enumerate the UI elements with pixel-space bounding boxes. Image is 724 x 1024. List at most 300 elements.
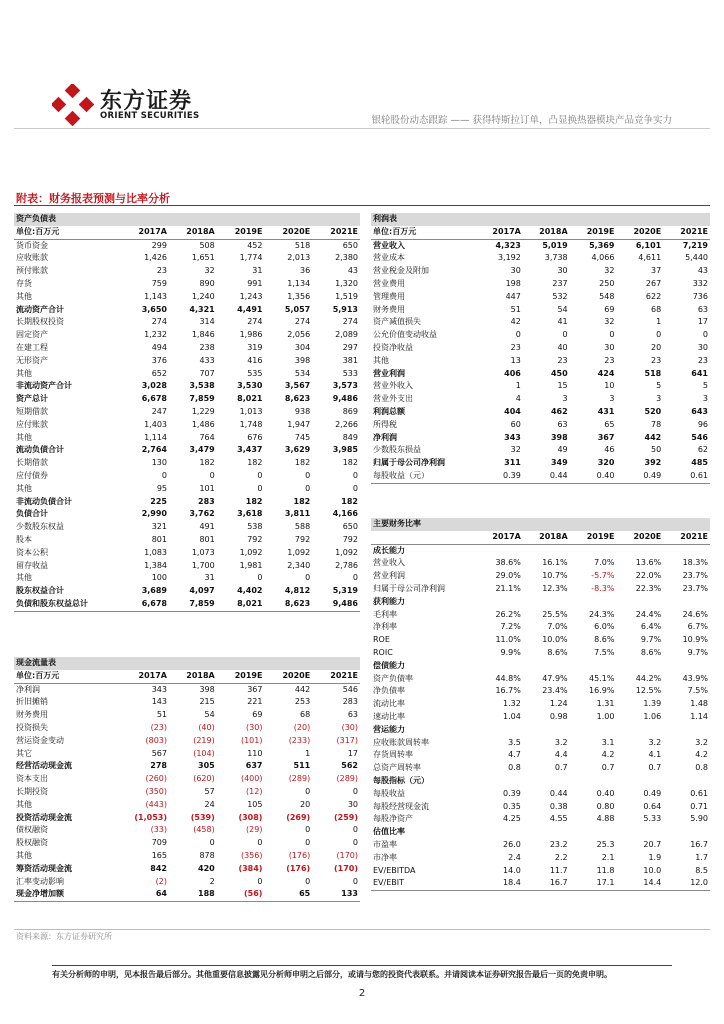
table-row <box>371 749 710 762</box>
year-header: 2018A <box>523 226 570 239</box>
row-value: 321 <box>151 522 167 532</box>
row-value: 2,990 <box>141 509 167 519</box>
year-header: 2019E <box>570 226 617 239</box>
row-value: 10.0 <box>643 865 662 875</box>
row-value: 442 <box>644 432 662 442</box>
row-value: 652 <box>151 368 167 378</box>
row-value: 3.2 <box>648 737 662 747</box>
row-value: (259) <box>333 812 358 822</box>
row-value: 5 <box>656 381 662 391</box>
row-value: 3 <box>656 394 662 404</box>
table-row <box>14 683 360 696</box>
table-section-header <box>14 657 360 670</box>
row-value: 23 <box>604 355 615 365</box>
row-value: 9,486 <box>312 598 360 611</box>
table-row <box>371 444 710 457</box>
row-value: 1,356 <box>287 291 311 301</box>
table-row <box>14 786 360 799</box>
row-value: 54 <box>557 304 568 314</box>
row-value: (30) <box>341 722 358 732</box>
table-row <box>371 239 710 252</box>
row-value: (12) <box>246 786 263 796</box>
table-row <box>371 406 710 419</box>
row-value: 518 <box>644 368 662 378</box>
row-label: 长期投资 <box>16 786 48 796</box>
row-label: ROE <box>373 635 390 645</box>
row-value: 3,629 <box>284 445 311 455</box>
row-label: 短期借款 <box>16 406 48 416</box>
row-value: 406 <box>504 368 521 378</box>
table-row <box>371 685 710 698</box>
row-value: 650 <box>342 522 358 532</box>
header-divider <box>14 128 710 129</box>
brand-name-en: ORIENT SECURITIES <box>100 111 200 121</box>
row-value: 3,479 <box>189 445 215 455</box>
appendix-divider <box>14 205 710 206</box>
income-statement-table <box>371 213 710 484</box>
row-label: 每股净资产 <box>373 814 413 824</box>
row-value: 431 <box>597 406 615 416</box>
row-value: 0.61 <box>690 788 708 798</box>
row-value: 6.4% <box>640 622 662 632</box>
row-value: 3 <box>702 394 708 404</box>
table-row <box>14 444 360 457</box>
row-value: 0.49 <box>643 788 662 798</box>
row-value: 567 <box>151 748 167 758</box>
row-value: 253 <box>294 697 311 707</box>
row-value: (308) <box>238 812 263 822</box>
row-value: 1,083 <box>144 547 167 557</box>
row-value: 4.1 <box>648 750 662 760</box>
row-value: 0 <box>257 483 263 493</box>
row-label: 每股收益 <box>373 788 405 798</box>
row-value: 15 <box>557 381 568 391</box>
row-value: (40) <box>198 722 215 732</box>
row-value: 11.7 <box>549 865 568 875</box>
row-value: 50 <box>651 445 662 455</box>
row-value: 32 <box>510 445 521 455</box>
unit-label: 单位:百万元 <box>371 226 476 239</box>
row-value: 3,689 <box>141 586 167 596</box>
section-title: 利润表 <box>371 213 710 226</box>
row-value: 1,134 <box>287 278 311 288</box>
row-value: 13.6% <box>635 558 662 568</box>
row-value: 182 <box>342 458 358 468</box>
row-value: 4,812 <box>284 586 311 596</box>
table-row <box>14 483 360 496</box>
row-value: (219) <box>193 735 215 745</box>
row-value: 274 <box>151 317 167 327</box>
row-value: 23 <box>557 355 568 365</box>
row-value: 4.4 <box>554 750 568 760</box>
table-row <box>14 799 360 812</box>
row-value: 759 <box>151 278 167 288</box>
row-label: 股东权益合计 <box>16 586 64 596</box>
row-value: 0 <box>656 330 662 340</box>
row-value <box>616 596 663 609</box>
table-row <box>14 824 360 837</box>
row-value: 31 <box>204 573 215 583</box>
row-value: 305 <box>198 761 215 771</box>
table-row <box>371 609 710 622</box>
row-label: 偿债能力 <box>373 660 405 670</box>
row-value: 801 <box>199 534 215 544</box>
row-value: 0 <box>209 470 215 480</box>
table-row <box>371 570 710 583</box>
row-value: 0 <box>562 330 568 340</box>
row-label: 归属于母公司净利润 <box>373 458 445 468</box>
table-row <box>14 342 360 355</box>
table-row <box>371 393 710 406</box>
table-row <box>14 585 360 598</box>
row-value: 9,486 <box>332 394 358 404</box>
table-section-header <box>14 213 360 226</box>
row-value: 8.6% <box>640 647 662 657</box>
row-label: 营业外收入 <box>373 381 413 391</box>
row-value: 221 <box>247 697 263 707</box>
year-header: 2017A <box>121 670 169 683</box>
row-value <box>523 544 570 557</box>
row-label: 少数股东权益 <box>16 522 64 532</box>
table-row <box>371 711 710 724</box>
row-value <box>663 724 710 737</box>
row-value: 494 <box>151 342 167 352</box>
row-value: 3 <box>609 394 615 404</box>
table-row <box>371 316 710 329</box>
row-value: 95 <box>156 483 167 493</box>
row-value: (176) <box>288 850 311 860</box>
row-value: 535 <box>247 368 263 378</box>
row-value: 2,380 <box>335 253 358 263</box>
row-label: 股本 <box>16 534 32 544</box>
row-value: 1,700 <box>191 560 215 570</box>
row-value: 1,426 <box>144 253 167 263</box>
table-row <box>371 304 710 317</box>
row-value <box>570 775 617 788</box>
row-value: 709 <box>151 838 167 848</box>
row-value: 110 <box>247 748 263 758</box>
year-header: 2021E <box>312 670 360 683</box>
row-value: 23 <box>510 342 521 352</box>
row-value: 1.04 <box>503 711 521 721</box>
row-value: 548 <box>599 291 615 301</box>
row-value: 20.7 <box>643 839 662 849</box>
table-row <box>14 760 360 773</box>
row-label: 少数股东损益 <box>373 445 421 455</box>
row-value: 0.40 <box>570 470 617 483</box>
table-row <box>371 737 710 750</box>
row-value: 3,573 <box>332 381 358 391</box>
row-value: 182 <box>293 496 311 506</box>
row-value: 188 <box>169 888 217 901</box>
row-value: 274 <box>247 317 263 327</box>
table-row <box>14 837 360 850</box>
table-row <box>371 634 710 647</box>
row-value: 0 <box>305 825 311 835</box>
row-value: 332 <box>692 278 708 288</box>
row-label: ROIC <box>373 647 393 657</box>
row-label: 长期股权投资 <box>16 317 64 327</box>
financial-ratios-table <box>371 518 710 891</box>
table-row <box>371 432 710 445</box>
row-value: 5 <box>702 381 708 391</box>
row-value: 416 <box>247 355 263 365</box>
row-value: 100 <box>151 573 167 583</box>
row-value: 11.0% <box>495 635 521 645</box>
row-value: 4.2 <box>601 750 615 760</box>
row-value: 1,243 <box>239 291 263 301</box>
row-value: 2,340 <box>287 560 311 570</box>
year-header: 2021E <box>312 226 360 239</box>
row-value: 38.6% <box>495 558 521 568</box>
row-value: 1,403 <box>144 419 167 429</box>
row-label: 股权融资 <box>16 838 48 848</box>
row-value: (170) <box>336 850 358 860</box>
table-row <box>14 572 360 585</box>
unit-label: 单位:百万元 <box>14 670 121 683</box>
row-value: 12.0 <box>663 877 710 890</box>
ratio-category-row <box>371 596 710 609</box>
row-value: 367 <box>247 684 263 694</box>
row-value: 0 <box>352 838 358 848</box>
table-row <box>14 380 360 393</box>
row-value: 23.7% <box>682 583 708 593</box>
row-value: 182 <box>341 496 358 506</box>
table-row <box>14 252 360 265</box>
row-label: 市盈率 <box>373 839 397 849</box>
row-label: 营业外支出 <box>373 394 413 404</box>
row-value: -8.3% <box>591 583 615 593</box>
table-row <box>371 265 710 278</box>
table-row <box>371 865 710 878</box>
row-value <box>663 596 710 609</box>
row-value: 4,611 <box>638 253 662 263</box>
row-value: 250 <box>599 278 615 288</box>
row-value: (803) <box>145 735 167 745</box>
row-value: 6.7% <box>687 622 708 632</box>
row-value: 17 <box>347 748 358 758</box>
row-value <box>523 596 570 609</box>
row-value: 37 <box>651 266 662 276</box>
row-value: 2,786 <box>335 560 358 570</box>
row-value: 643 <box>691 406 708 416</box>
table-row <box>371 252 710 265</box>
table-row <box>371 329 710 342</box>
row-label: 财务费用 <box>16 710 48 720</box>
row-value: 3.5 <box>508 737 521 747</box>
row-value: 7.0% <box>547 622 568 632</box>
row-value: 433 <box>199 355 215 365</box>
row-value: (101) <box>240 735 263 745</box>
row-label: 存货周转率 <box>373 750 413 760</box>
disclaimer: 有关分析师的申明，见本报告最后部分。其他重要信息披露见分析师申明之后部分，或请与您的投资代表联系。并请阅读本证券研究报告最后一页的免责申明。 <box>52 970 612 979</box>
row-value: 54 <box>204 710 215 720</box>
table-row <box>371 419 710 432</box>
row-value: 64 <box>121 888 169 901</box>
brand-name-cn: 东方证券 <box>100 89 193 114</box>
row-value: 30 <box>604 342 615 352</box>
row-label: 市净率 <box>373 852 397 862</box>
row-label: EV/EBIT <box>371 877 476 890</box>
row-value: 0 <box>352 573 358 583</box>
table-section-header <box>371 518 710 531</box>
row-value: 182 <box>247 458 263 468</box>
row-value <box>616 544 663 557</box>
row-value: 2,764 <box>141 445 167 455</box>
row-value: 8.6% <box>594 635 615 645</box>
row-value: 8.6% <box>547 647 568 657</box>
row-value <box>523 826 570 839</box>
row-label: 在建工程 <box>16 342 48 352</box>
table-row <box>14 598 360 611</box>
row-value: 1,986 <box>239 330 263 340</box>
year-header: 2017A <box>121 226 169 239</box>
orient-securities-logo-icon <box>52 84 94 126</box>
table-row <box>371 557 710 570</box>
row-value: 4.2 <box>695 750 708 760</box>
row-label: 债权融资 <box>16 825 48 835</box>
row-value: 26.2% <box>495 609 521 619</box>
row-label: 资产减值损失 <box>373 317 421 327</box>
table-row <box>371 470 710 483</box>
row-value: 4,491 <box>237 304 263 314</box>
row-value: 0 <box>305 573 311 583</box>
row-value: 442 <box>294 684 311 694</box>
row-label: 营业成本 <box>373 253 405 263</box>
row-label: 投资损失 <box>16 722 48 732</box>
row-value: 398 <box>294 355 311 365</box>
row-value: 0.44 <box>523 470 570 483</box>
row-value: 2.4 <box>508 852 521 862</box>
row-value: 18.4 <box>476 877 523 890</box>
row-value: 51 <box>156 710 167 720</box>
row-value: 283 <box>342 697 358 707</box>
row-value: 6,678 <box>121 598 169 611</box>
row-value: 1,240 <box>191 291 215 301</box>
row-value: 68 <box>300 710 311 720</box>
row-value: 5,913 <box>332 304 358 314</box>
row-value <box>523 724 570 737</box>
row-value: 26.0 <box>503 839 521 849</box>
row-value: 1,846 <box>191 330 215 340</box>
year-header: 2019E <box>570 531 617 544</box>
row-value: 23.7% <box>682 571 708 581</box>
row-value: 105 <box>247 799 263 809</box>
row-value: (350) <box>145 786 167 796</box>
row-value: 3,538 <box>189 381 215 391</box>
row-label: 所得税 <box>373 419 397 429</box>
table-row <box>14 547 360 560</box>
row-value: 5,057 <box>284 304 311 314</box>
row-value: 676 <box>247 432 263 442</box>
row-value: 5.33 <box>643 814 662 824</box>
row-label: 营业利润 <box>373 368 405 378</box>
row-label: 投资活动现金流 <box>16 812 72 822</box>
row-value: 274 <box>294 317 311 327</box>
table-row <box>371 673 710 686</box>
row-label: 资本支出 <box>16 774 48 784</box>
row-value: 24.4% <box>635 609 662 619</box>
row-value: 0 <box>515 330 521 340</box>
table-row <box>371 877 710 890</box>
row-value: 532 <box>552 291 568 301</box>
row-value: 4,097 <box>189 586 215 596</box>
row-label: 归属于母公司净利润 <box>373 583 445 593</box>
table-row <box>14 368 360 381</box>
row-value: 182 <box>294 458 311 468</box>
row-value: 44.2% <box>635 673 662 683</box>
row-value: 0 <box>305 876 311 886</box>
row-value: (1,053) <box>134 812 167 822</box>
table-row <box>14 696 360 709</box>
row-value: 1,092 <box>287 547 311 557</box>
row-value: 3,738 <box>544 253 568 263</box>
row-value: 1 <box>305 748 311 758</box>
table-row <box>14 709 360 722</box>
row-value: 0.39 <box>503 788 521 798</box>
row-value: 304 <box>294 342 311 352</box>
row-value <box>476 826 523 839</box>
row-value: 8.5 <box>695 865 708 875</box>
row-value: 43 <box>347 266 358 276</box>
row-label: 财务费用 <box>373 304 405 314</box>
row-value: 1,748 <box>239 419 263 429</box>
year-header: 2021E <box>663 226 710 239</box>
row-value: 622 <box>645 291 662 301</box>
row-value: (260) <box>145 774 167 784</box>
row-value: 0.49 <box>616 470 663 483</box>
row-value: 398 <box>199 684 215 694</box>
row-value: 8,021 <box>237 394 263 404</box>
row-value: 5,369 <box>589 240 615 250</box>
row-value: 4.88 <box>596 814 615 824</box>
row-value: 7,219 <box>682 240 708 250</box>
row-label: 其它 <box>16 748 32 758</box>
row-value: 398 <box>550 432 568 442</box>
row-value: 29.0% <box>495 571 521 581</box>
row-value: 1.9 <box>648 852 662 862</box>
row-value: 736 <box>692 291 708 301</box>
row-label: 净负债率 <box>373 686 405 696</box>
row-value: 7.0% <box>594 558 615 568</box>
row-value: 5,440 <box>685 253 708 263</box>
row-label: 汇率变动影响 <box>16 876 64 886</box>
row-value: 143 <box>151 697 167 707</box>
row-value: 0 <box>352 470 358 480</box>
row-value: 18.3% <box>682 558 708 568</box>
row-value: 182 <box>245 496 263 506</box>
row-label: 其他 <box>16 799 32 809</box>
row-value: 745 <box>294 432 311 442</box>
row-value: 237 <box>552 278 568 288</box>
row-value: 707 <box>199 368 215 378</box>
row-value <box>476 544 523 557</box>
row-value: 311 <box>504 458 521 468</box>
row-value: 3,811 <box>284 509 311 519</box>
ratio-category-row <box>371 826 710 839</box>
row-value: 30 <box>557 266 568 276</box>
row-label: 其他 <box>16 483 32 493</box>
row-value: 0 <box>257 838 263 848</box>
row-value: (289) <box>336 774 358 784</box>
row-value: 16.1% <box>542 558 568 568</box>
row-value: 3,437 <box>237 445 263 455</box>
row-label: 营业收入 <box>373 558 405 568</box>
table-row <box>14 508 360 521</box>
row-value: 0 <box>305 786 311 796</box>
table-row <box>371 852 710 865</box>
row-label: 毛利率 <box>373 609 397 619</box>
